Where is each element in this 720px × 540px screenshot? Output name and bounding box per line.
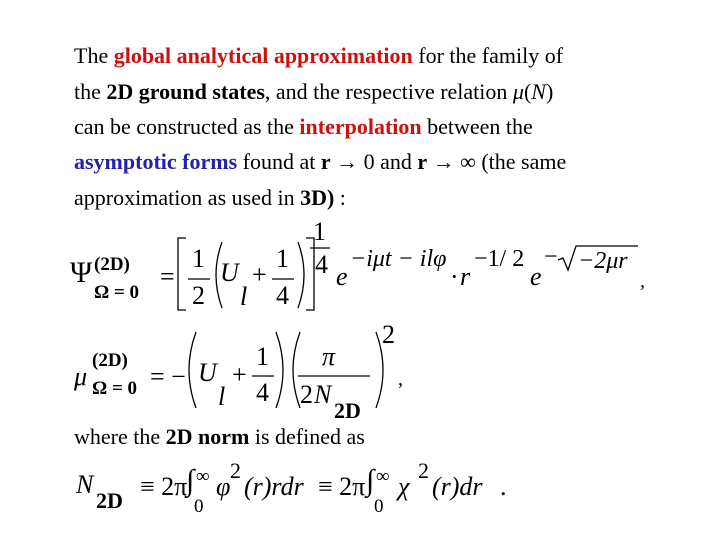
exponential-e: e	[530, 262, 542, 291]
subscript-l: l	[240, 282, 248, 311]
upper-limit: ∞	[196, 466, 210, 487]
r-symbol: r	[320, 149, 331, 174]
text-fragment: approximation as used in	[74, 185, 301, 210]
superscript-2d: (2D)	[92, 350, 128, 371]
denominator-coefficient: 2	[300, 380, 313, 409]
n-symbol: N	[76, 470, 94, 499]
text-fragment: → ∞ (the same	[427, 149, 567, 174]
sqrt-radicand: −2μr	[578, 248, 628, 274]
exponent-phase: −iμt − ilφ	[350, 246, 447, 272]
psi-symbol: Ψ	[70, 256, 93, 289]
text-line-4	[74, 149, 566, 175]
fraction-numerator: 1	[276, 244, 289, 273]
mu-symbol: μ	[74, 362, 88, 391]
dot-operator: ·	[450, 262, 459, 291]
subscript-omega: Ω = 0	[92, 378, 138, 399]
text-fragment: is defined as	[249, 424, 365, 449]
fraction-numerator: 1	[192, 244, 205, 273]
text-fragment: for the family of	[412, 43, 564, 68]
mu-symbol: μ	[512, 79, 524, 104]
highlight-term: global analytical approximation	[113, 43, 413, 68]
equivalence-2pi: ≡ 2π	[318, 472, 366, 501]
equals-sign: =	[160, 262, 175, 291]
fraction-denominator: 2	[192, 281, 205, 310]
text-line-1	[74, 43, 563, 69]
subscript-2d: 2D	[96, 488, 123, 513]
integrand-argument: (r)dr	[432, 472, 483, 501]
text-fragment: between the	[421, 114, 533, 139]
bold-term: 2D norm	[165, 424, 250, 449]
integral-sign: ∫	[186, 464, 195, 497]
lower-limit: 0	[374, 496, 384, 517]
exponent-denominator: 4	[315, 250, 328, 279]
comma: ,	[398, 368, 403, 390]
text-line-6	[74, 424, 365, 450]
phi-symbol: φ	[216, 472, 231, 501]
exponent-numerator: 1	[313, 217, 326, 246]
fraction-numerator: 1	[256, 342, 269, 371]
u-symbol: U	[220, 258, 239, 287]
n-symbol: N	[531, 79, 546, 104]
exponent-2: 2	[418, 458, 429, 483]
plus-sign: +	[232, 360, 247, 389]
period: .	[500, 472, 507, 501]
upper-limit: ∞	[376, 466, 390, 487]
subscript-omega: Ω = 0	[94, 282, 140, 303]
text-fragment: , and the respective relation	[264, 79, 513, 104]
r-symbol: r	[417, 149, 428, 174]
text-line-2	[74, 79, 553, 105]
lower-limit: 0	[194, 496, 204, 517]
text-fragment: where the	[74, 424, 166, 449]
highlight-term: interpolation	[299, 114, 422, 139]
text-fragment: :	[334, 185, 346, 210]
subscript-l: l	[218, 382, 226, 411]
left-paren-outer	[180, 330, 200, 410]
fraction-denominator: 4	[256, 378, 269, 407]
minus-sign: −	[544, 244, 558, 270]
bold-term: 3D)	[300, 185, 335, 210]
text-fragment: The	[74, 43, 114, 68]
superscript-2d: (2D)	[94, 254, 130, 275]
highlight-term: asymptotic forms	[74, 149, 238, 174]
pi-symbol: π	[322, 342, 336, 371]
equals-sign: = −	[150, 362, 186, 391]
exponent-r: −1/ 2	[474, 246, 525, 272]
u-symbol: U	[198, 358, 217, 387]
integrand-argument: (r)rdr	[244, 472, 304, 501]
text-fragment: found at	[237, 149, 321, 174]
text-fragment: can be constructed as the	[74, 114, 300, 139]
integral-sign: ∫	[366, 464, 375, 497]
exponent-2: 2	[230, 458, 241, 483]
r-symbol: r	[460, 262, 471, 291]
text-fragment: (	[523, 79, 532, 104]
text-fragment: )	[545, 79, 554, 104]
text-fragment: the	[74, 79, 107, 104]
bold-term: 2D ground states	[106, 79, 265, 104]
subscript-2d: 2D	[334, 398, 361, 423]
plus-sign: +	[252, 260, 267, 289]
text-line-5	[74, 185, 346, 211]
text-fragment: → 0 and	[330, 149, 418, 174]
chi-symbol: χ	[398, 472, 410, 501]
n-symbol: N	[314, 380, 332, 409]
exponential-e: e	[336, 262, 348, 291]
text-line-3	[74, 114, 533, 140]
equivalence-2pi: ≡ 2π	[140, 472, 188, 501]
fraction-bar	[298, 374, 372, 378]
comma: ,	[640, 270, 645, 292]
exponent-2: 2	[382, 320, 395, 349]
fraction-denominator: 4	[276, 281, 289, 310]
